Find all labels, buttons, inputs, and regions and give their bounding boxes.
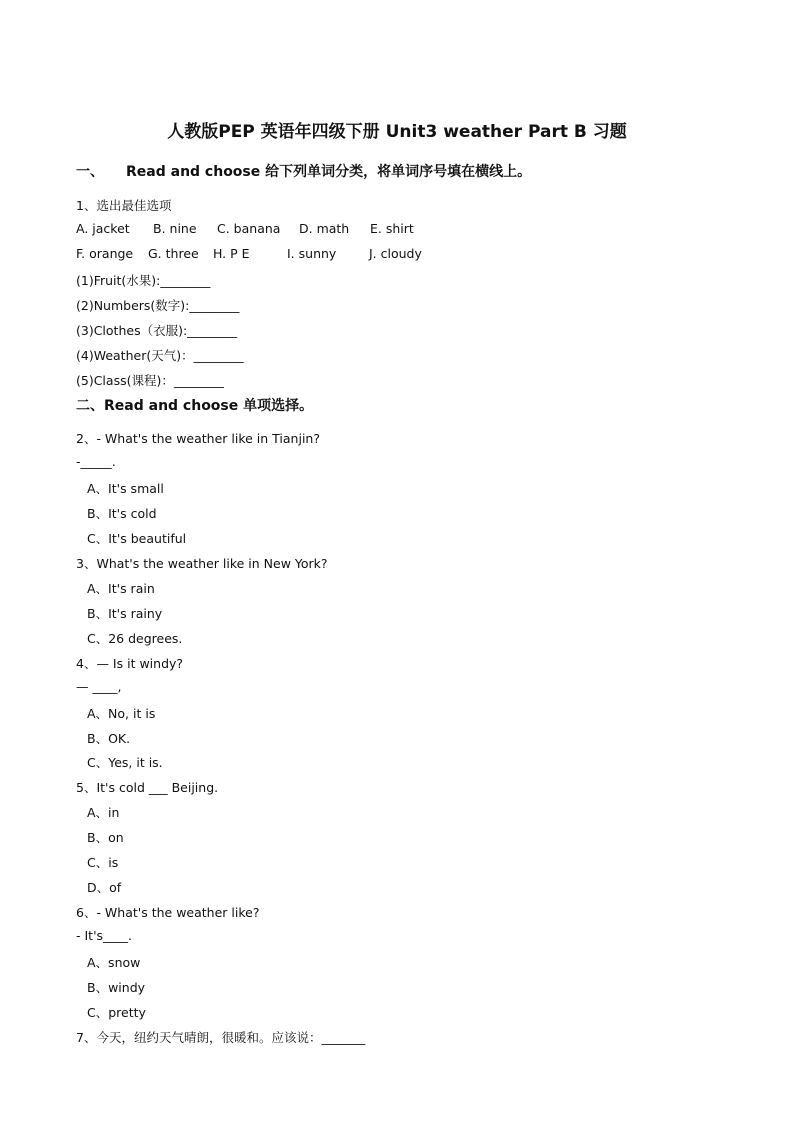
question-5-option-a: A、in: [87, 805, 120, 820]
question-3-stem: 3、What's the weather like in New York?: [76, 556, 328, 571]
word-item: I. sunny: [287, 246, 337, 261]
fill-blank-fruit: (1)Fruit(水果):________: [76, 273, 211, 288]
question-2-option-c: C、It's beautiful: [87, 531, 187, 546]
question-3-option-b: B、It's rainy: [87, 606, 163, 621]
question-4-answer-line: — ____,: [76, 679, 122, 694]
section-1-number: 一、: [76, 164, 104, 180]
section-2-heading: 二、Read and choose 单项选择。: [76, 398, 314, 414]
page-title: 人教版PEP 英语年四级下册 Unit3 weather Part B 习题: [167, 122, 627, 142]
question-2-answer-line: -_____.: [76, 454, 116, 469]
question-5-stem: 5、It's cold ___ Beijing.: [76, 780, 219, 795]
word-item: B. nine: [153, 221, 197, 236]
fill-blank-clothes: (3)Clothes（衣服):________: [76, 323, 238, 338]
word-item: A. jacket: [76, 221, 130, 236]
word-item: J. cloudy: [369, 246, 422, 261]
question-6-stem: 6、- What's the weather like?: [76, 905, 260, 920]
section-1-heading: [76, 161, 531, 181]
fill-blank-numbers: (2)Numbers(数字):________: [76, 298, 240, 313]
word-item: H. P E: [213, 246, 250, 261]
question-6-option-c: C、pretty: [87, 1005, 146, 1020]
question-6-option-b: B、windy: [87, 980, 146, 995]
section-1-title: Read and choose 给下列单词分类，将单词序号填在横线上。: [126, 164, 532, 180]
question-6-answer-line: - It's____.: [76, 928, 132, 943]
question-2-stem: 2、- What's the weather like in Tianjin?: [76, 431, 320, 446]
question-3-option-a: A、It's rain: [87, 581, 155, 596]
question-5-option-b: B、on: [87, 830, 124, 845]
question-4-option-b: B、OK.: [87, 731, 131, 746]
question-2-option-b: B、It's cold: [87, 506, 157, 521]
question-5-option-d: D、of: [87, 880, 122, 895]
question-4-option-c: C、Yes, it is.: [87, 755, 163, 770]
question-6-option-a: A、snow: [87, 955, 141, 970]
word-item: C. banana: [217, 221, 281, 236]
question-5-option-c: C、is: [87, 855, 119, 870]
question-3-option-c: C、26 degrees.: [87, 631, 183, 646]
question-4-option-a: A、No, it is: [87, 706, 156, 721]
word-item: F. orange: [76, 246, 134, 261]
fill-blank-class: (5)Class(课程)：________: [76, 373, 224, 388]
fill-blank-weather: (4)Weather(天气)：________: [76, 348, 244, 363]
question-1-stem: 1、选出最佳选项: [76, 198, 172, 213]
question-7-stem: 7、今天，纽约天气晴朗，很暖和。应该说：_______: [76, 1030, 366, 1045]
word-item: G. three: [148, 246, 199, 261]
word-item: E. shirt: [370, 221, 414, 236]
question-4-stem: 4、— Is it windy?: [76, 656, 184, 671]
word-item: D. math: [299, 221, 350, 236]
question-2-option-a: A、It's small: [87, 481, 164, 496]
